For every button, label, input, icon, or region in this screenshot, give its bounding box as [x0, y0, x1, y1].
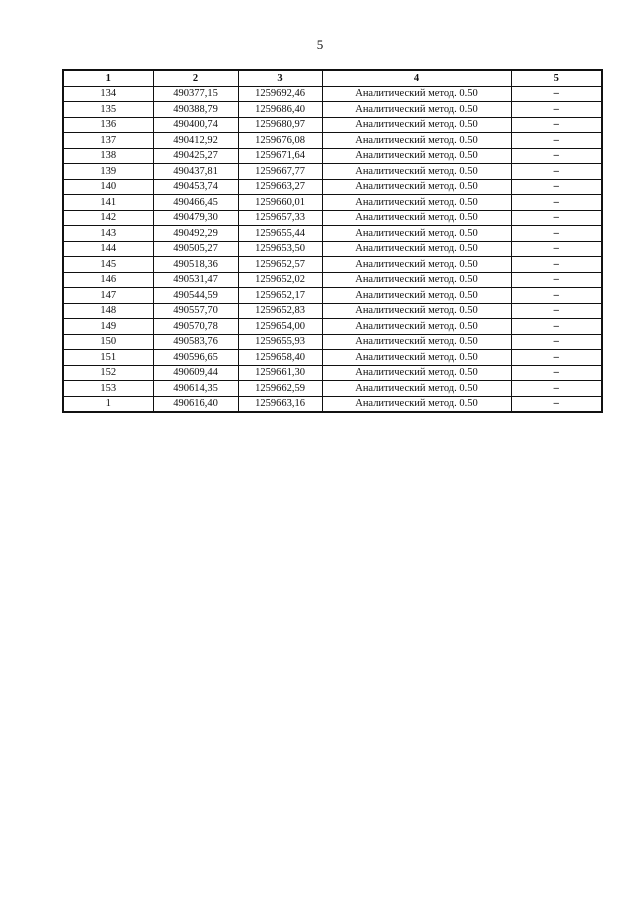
table-row — [63, 210, 602, 226]
point-number-cell: 147 — [63, 288, 153, 304]
x-coordinate-cell: 490437,81 — [153, 164, 238, 180]
y-coordinate-cell: 1259652,83 — [238, 303, 322, 319]
y-coordinate-cell: 1259667,77 — [238, 164, 322, 180]
note-cell: – — [511, 350, 602, 366]
table-row — [63, 241, 602, 257]
x-coordinate-cell: 490544,59 — [153, 288, 238, 304]
method-cell: Аналитический метод. 0.50 — [322, 350, 511, 366]
x-coordinate-cell: 490388,79 — [153, 102, 238, 118]
table-row — [63, 381, 602, 397]
point-number-cell: 141 — [63, 195, 153, 211]
y-coordinate-cell: 1259654,00 — [238, 319, 322, 335]
note-cell: – — [511, 86, 602, 102]
note-cell: – — [511, 164, 602, 180]
point-number-cell: 144 — [63, 241, 153, 257]
note-cell: – — [511, 365, 602, 381]
x-coordinate-cell: 490614,35 — [153, 381, 238, 397]
x-coordinate-cell: 490557,70 — [153, 303, 238, 319]
x-coordinate-cell: 490570,78 — [153, 319, 238, 335]
note-cell: – — [511, 303, 602, 319]
method-cell: Аналитический метод. 0.50 — [322, 86, 511, 102]
note-cell: – — [511, 133, 602, 149]
point-number-cell: 138 — [63, 148, 153, 164]
method-cell: Аналитический метод. 0.50 — [322, 396, 511, 412]
table-row — [63, 272, 602, 288]
method-cell: Аналитический метод. 0.50 — [322, 381, 511, 397]
y-coordinate-cell: 1259652,57 — [238, 257, 322, 273]
x-coordinate-cell: 490609,44 — [153, 365, 238, 381]
y-coordinate-cell: 1259660,01 — [238, 195, 322, 211]
y-coordinate-cell: 1259671,64 — [238, 148, 322, 164]
x-coordinate-cell: 490479,30 — [153, 210, 238, 226]
note-cell: – — [511, 288, 602, 304]
point-number-cell: 151 — [63, 350, 153, 366]
table-row — [63, 226, 602, 242]
x-coordinate-cell: 490466,45 — [153, 195, 238, 211]
x-coordinate-cell: 490412,92 — [153, 133, 238, 149]
point-number-cell: 139 — [63, 164, 153, 180]
y-coordinate-cell: 1259653,50 — [238, 241, 322, 257]
x-coordinate-cell: 490616,40 — [153, 396, 238, 412]
point-number-cell: 134 — [63, 86, 153, 102]
column-header: 4 — [322, 70, 511, 86]
note-cell: – — [511, 210, 602, 226]
method-cell: Аналитический метод. 0.50 — [322, 164, 511, 180]
point-number-cell: 136 — [63, 117, 153, 133]
table-row — [63, 257, 602, 273]
table-row — [63, 288, 602, 304]
note-cell: – — [511, 334, 602, 350]
table-row — [63, 179, 602, 195]
point-number-cell: 146 — [63, 272, 153, 288]
x-coordinate-cell: 490518,36 — [153, 257, 238, 273]
column-header: 1 — [63, 70, 153, 86]
table-row — [63, 102, 602, 118]
page-number: 5 — [316, 37, 324, 52]
method-cell: Аналитический метод. 0.50 — [322, 195, 511, 211]
column-header: 3 — [238, 70, 322, 86]
point-number-cell: 153 — [63, 381, 153, 397]
point-number-cell: 152 — [63, 365, 153, 381]
table-row — [63, 117, 602, 133]
y-coordinate-cell: 1259686,40 — [238, 102, 322, 118]
table-row — [63, 396, 602, 412]
note-cell: – — [511, 117, 602, 133]
method-cell: Аналитический метод. 0.50 — [322, 241, 511, 257]
note-cell: – — [511, 241, 602, 257]
method-cell: Аналитический метод. 0.50 — [322, 288, 511, 304]
table-row — [63, 334, 602, 350]
point-number-cell: 140 — [63, 179, 153, 195]
method-cell: Аналитический метод. 0.50 — [322, 133, 511, 149]
method-cell: Аналитический метод. 0.50 — [322, 148, 511, 164]
y-coordinate-cell: 1259652,02 — [238, 272, 322, 288]
table-header-row — [63, 70, 602, 86]
y-coordinate-cell: 1259652,17 — [238, 288, 322, 304]
x-coordinate-cell: 490596,65 — [153, 350, 238, 366]
x-coordinate-cell: 490400,74 — [153, 117, 238, 133]
point-number-cell: 1 — [63, 396, 153, 412]
table-row — [63, 164, 602, 180]
point-number-cell: 145 — [63, 257, 153, 273]
method-cell: Аналитический метод. 0.50 — [322, 303, 511, 319]
table-row — [63, 133, 602, 149]
y-coordinate-cell: 1259661,30 — [238, 365, 322, 381]
note-cell: – — [511, 195, 602, 211]
note-cell: – — [511, 226, 602, 242]
point-number-cell: 135 — [63, 102, 153, 118]
method-cell: Аналитический метод. 0.50 — [322, 226, 511, 242]
point-number-cell: 137 — [63, 133, 153, 149]
column-header: 5 — [511, 70, 602, 86]
table-row — [63, 365, 602, 381]
point-number-cell: 143 — [63, 226, 153, 242]
table-body — [63, 86, 602, 412]
note-cell: – — [511, 179, 602, 195]
table-row — [63, 303, 602, 319]
point-number-cell: 142 — [63, 210, 153, 226]
method-cell: Аналитический метод. 0.50 — [322, 319, 511, 335]
x-coordinate-cell: 490505,27 — [153, 241, 238, 257]
method-cell: Аналитический метод. 0.50 — [322, 102, 511, 118]
note-cell: – — [511, 272, 602, 288]
note-cell: – — [511, 381, 602, 397]
method-cell: Аналитический метод. 0.50 — [322, 272, 511, 288]
x-coordinate-cell: 490531,47 — [153, 272, 238, 288]
y-coordinate-cell: 1259657,33 — [238, 210, 322, 226]
table-row — [63, 195, 602, 211]
method-cell: Аналитический метод. 0.50 — [322, 117, 511, 133]
y-coordinate-cell: 1259680,97 — [238, 117, 322, 133]
note-cell: – — [511, 102, 602, 118]
x-coordinate-cell: 490583,76 — [153, 334, 238, 350]
note-cell: – — [511, 319, 602, 335]
x-coordinate-cell: 490453,74 — [153, 179, 238, 195]
point-number-cell: 150 — [63, 334, 153, 350]
x-coordinate-cell: 490425,27 — [153, 148, 238, 164]
y-coordinate-cell: 1259662,59 — [238, 381, 322, 397]
method-cell: Аналитический метод. 0.50 — [322, 334, 511, 350]
y-coordinate-cell: 1259663,27 — [238, 179, 322, 195]
note-cell: – — [511, 396, 602, 412]
y-coordinate-cell: 1259676,08 — [238, 133, 322, 149]
y-coordinate-cell: 1259658,40 — [238, 350, 322, 366]
y-coordinate-cell: 1259655,93 — [238, 334, 322, 350]
x-coordinate-cell: 490377,15 — [153, 86, 238, 102]
coordinates-table — [62, 69, 603, 413]
note-cell: – — [511, 257, 602, 273]
x-coordinate-cell: 490492,29 — [153, 226, 238, 242]
y-coordinate-cell: 1259655,44 — [238, 226, 322, 242]
method-cell: Аналитический метод. 0.50 — [322, 210, 511, 226]
point-number-cell: 148 — [63, 303, 153, 319]
y-coordinate-cell: 1259692,46 — [238, 86, 322, 102]
note-cell: – — [511, 148, 602, 164]
table-row — [63, 148, 602, 164]
y-coordinate-cell: 1259663,16 — [238, 396, 322, 412]
table-row — [63, 350, 602, 366]
method-cell: Аналитический метод. 0.50 — [322, 179, 511, 195]
table-row — [63, 319, 602, 335]
point-number-cell: 149 — [63, 319, 153, 335]
table-row — [63, 86, 602, 102]
method-cell: Аналитический метод. 0.50 — [322, 365, 511, 381]
column-header: 2 — [153, 70, 238, 86]
method-cell: Аналитический метод. 0.50 — [322, 257, 511, 273]
